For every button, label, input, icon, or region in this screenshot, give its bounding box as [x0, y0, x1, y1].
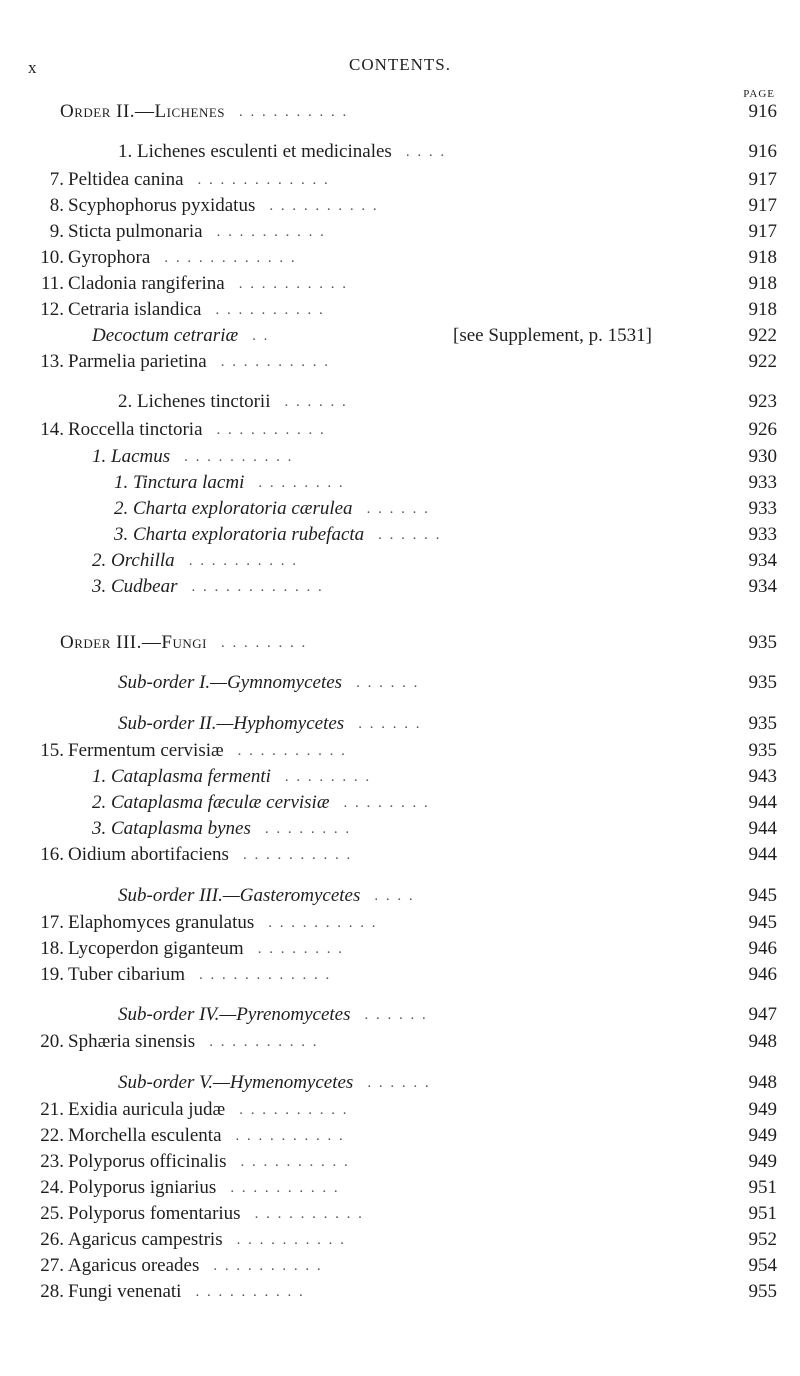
entry-title: Scyphophorus pyxidatus [68, 195, 256, 216]
entry-page-number: 945 [748, 912, 777, 933]
entry-title: 2. Orchilla [92, 550, 175, 571]
entry-title: Order II.—Lichenes [60, 101, 226, 122]
leader-dots: . . . . . . . . [343, 795, 430, 811]
contents-entry [0, 138, 800, 166]
entry-title: Sub-order IV.—Pyrenomycetes [118, 1004, 351, 1025]
contents-entry [0, 322, 800, 350]
entry-page-number: 916 [748, 141, 777, 162]
entry-page-number: 949 [748, 1099, 777, 1120]
contents-entry [0, 166, 800, 194]
entry-number: 25. [40, 1203, 64, 1224]
entry-number: 21. [40, 1099, 64, 1120]
entry-title: 1. Cataplasma fermenti [92, 766, 271, 787]
contents-entry [0, 1096, 800, 1124]
contents-entry [0, 1226, 800, 1254]
entry-title: Agaricus oreades [68, 1255, 200, 1276]
entry-page-number: 945 [748, 885, 777, 906]
leader-dots: . . . . . . . . [264, 821, 352, 837]
contents-entry [0, 882, 800, 910]
leader-dots: . . . . . . . . . . [216, 224, 326, 240]
entry-page-number: 923 [748, 391, 777, 412]
contents-entry [0, 815, 800, 843]
roman-page-number: x [28, 58, 37, 77]
contents-entry [0, 935, 800, 963]
leader-dots: . . . . . . . . . . [235, 1128, 345, 1144]
leader-dots: . . . . . . . . . . [237, 743, 347, 759]
entry-page-number: 918 [748, 273, 777, 294]
entry-title: Roccella tinctoria [68, 419, 203, 440]
entry-title: Fungi venenati [68, 1281, 182, 1302]
leader-dots: . . . . . . [284, 394, 348, 410]
entry-page-number: 955 [748, 1281, 777, 1302]
entry-title: 2. Charta exploratoria cærulea [114, 498, 353, 519]
contents-entry [0, 1148, 800, 1176]
entry-page-number: 934 [748, 576, 777, 597]
leader-dots: . . . . . . [366, 501, 430, 517]
entry-title: Sphæria sinensis [68, 1031, 196, 1052]
contents-entry [0, 348, 800, 376]
entry-page-number: 917 [748, 169, 777, 190]
entry-page-number: 944 [748, 818, 777, 839]
leader-dots: . . . . . . . . . . [254, 1206, 364, 1222]
leader-dots: . . . . . . . . . . [215, 302, 325, 318]
contents-entry [0, 669, 800, 697]
entry-page-number: 948 [748, 1031, 777, 1052]
entry-page-number: 944 [748, 792, 777, 813]
leader-dots: . . . . . . . . . . [184, 449, 294, 465]
entry-title: 3. Cataplasma bynes [92, 818, 251, 839]
entry-page-number: 946 [748, 964, 777, 985]
entry-number: 22. [40, 1125, 64, 1146]
leader-dots: . . . . . . . . . . [213, 1258, 323, 1274]
leader-dots: . . . . . . . . . . . . [164, 250, 297, 266]
leader-dots: . . . . . . [364, 1007, 428, 1023]
contents-entry [0, 737, 800, 765]
entry-title: Polyporus igniarius [68, 1177, 217, 1198]
leader-dots: . . . . . . . . . . [239, 1102, 349, 1118]
leader-dots: . . . . . . . . [220, 635, 308, 651]
entry-title: Agaricus campestris [68, 1229, 223, 1250]
contents-entry [0, 192, 800, 220]
contents-entry [0, 1028, 800, 1056]
entry-number: 27. [40, 1255, 64, 1276]
contents-entry [0, 1174, 800, 1202]
entry-page-number: 930 [748, 446, 777, 467]
entry-number: 12. [40, 299, 64, 320]
contents-entry [0, 547, 800, 575]
entry-page-number: 935 [748, 672, 777, 693]
leader-dots: . . . . . . . . . . [216, 422, 326, 438]
leader-dots: . . . . . . . . . . [230, 1180, 340, 1196]
entry-title: Sticta pulmonaria [68, 221, 203, 242]
contents-entry [0, 296, 800, 324]
contents-entry [0, 909, 800, 937]
entry-page-number: 918 [748, 299, 777, 320]
entry-page-number: 916 [748, 101, 777, 122]
entry-title: 1. Lacmus [92, 446, 171, 467]
entry-page-number: 949 [748, 1125, 777, 1146]
leader-dots: . . . . . . . . . . [238, 276, 348, 292]
entry-page-number: 918 [748, 247, 777, 268]
entry-title: Tuber cibarium [68, 964, 185, 985]
entry-page-number: 933 [748, 524, 777, 545]
entry-title: Cladonia rangiferina [68, 273, 225, 294]
entry-title: Decoctum cetrariæ [92, 325, 239, 346]
entry-number: 28. [40, 1281, 64, 1302]
leader-dots: . . . . . . . . . . [220, 354, 330, 370]
entry-page-number: 917 [748, 195, 777, 216]
contents-entry [0, 961, 800, 989]
entry-title: Cetraria islandica [68, 299, 202, 320]
leader-dots: . . . . . . [378, 527, 442, 543]
entry-page-number: 952 [748, 1229, 777, 1250]
entry-title: 2. Lichenes tinctorii [118, 391, 271, 412]
leader-dots: . . . . . . [356, 675, 420, 691]
contents-entry [0, 1252, 800, 1280]
leader-dots: . . . . [405, 144, 447, 160]
entry-title: Polyporus officinalis [68, 1151, 227, 1172]
entry-title: Oidium abortifaciens [68, 844, 229, 865]
entry-page-number: 946 [748, 938, 777, 959]
leader-dots: . . . . . . . . . . [209, 1034, 319, 1050]
entry-title: Sub-order V.—Hymenomycetes [118, 1072, 354, 1093]
entry-title: 2. Cataplasma fæculæ cervisiæ [92, 792, 330, 813]
entry-number: 16. [40, 844, 64, 865]
leader-dots: . . . . . . . . [257, 941, 344, 957]
leader-dots: . . . . . . . . . . [240, 1154, 350, 1170]
entry-title: Parmelia parietina [68, 351, 207, 372]
entry-number: 24. [40, 1177, 64, 1198]
contents-entry [0, 573, 800, 601]
entry-title: Sub-order I.—Gymnomycetes [118, 672, 343, 693]
leader-dots: . . . . . . . . [258, 475, 345, 491]
contents-entry [0, 1069, 800, 1097]
contents-entry [0, 629, 800, 657]
entry-title: Fermentum cervisiæ [68, 740, 224, 761]
entry-title: Sub-order III.—Gasteromycetes [118, 885, 361, 906]
entry-title: 1. Tinctura lacmi [114, 472, 245, 493]
entry-title: Lycoperdon giganteum [68, 938, 244, 959]
leader-dots: . . . . [374, 888, 415, 904]
contents-entry [0, 841, 800, 869]
entry-title: Morchella esculenta [68, 1125, 222, 1146]
leader-dots: . . . . . . . . . . . . [198, 967, 332, 983]
contents-entry [0, 270, 800, 298]
leader-dots: . . . . . . . . . . [239, 104, 349, 120]
leader-dots: . . . . . . . . . . [242, 847, 353, 863]
leader-dots: . . . . . . . . . . [195, 1284, 305, 1300]
entry-number: 11. [40, 273, 64, 294]
entry-number: 14. [40, 419, 64, 440]
entry-title: Order III.—Fungi [60, 632, 207, 653]
entry-page-number: 949 [748, 1151, 777, 1172]
entry-page-number: 922 [748, 325, 777, 346]
leader-dots: . . . . . . . . . . . . [197, 172, 330, 188]
contents-entry [0, 469, 800, 497]
entry-number: 8. [49, 195, 64, 216]
entry-title: 1. Lichenes esculenti et medicinales [118, 141, 392, 162]
entry-note: [see Supplement, p. 1531] [453, 325, 652, 346]
entry-title: 3. Cudbear [92, 576, 178, 597]
entry-page-number: 933 [748, 472, 777, 493]
entry-title: Sub-order II.—Hyphomycetes [118, 713, 345, 734]
leader-dots: . . . . . . . . . . [188, 553, 298, 569]
leader-dots: . . . . . . . . . . . . [191, 579, 324, 595]
entry-page-number: 926 [748, 419, 777, 440]
contents-entry [0, 388, 800, 416]
contents-entry [0, 98, 800, 126]
leader-dots: . . . . . . . . . . [268, 915, 378, 931]
leader-dots: . . . . . . . . . . [236, 1232, 346, 1248]
entry-title: Exidia auricula judæ [68, 1099, 226, 1120]
entry-number: 10. [40, 247, 64, 268]
contents-entry [0, 763, 800, 791]
entry-page-number: 944 [748, 844, 777, 865]
contents-entry [0, 789, 800, 817]
entry-title: Peltidea canina [68, 169, 184, 190]
entry-number: 15. [40, 740, 64, 761]
contents-entry [0, 416, 800, 444]
entry-page-number: 917 [748, 221, 777, 242]
entry-number: 17. [40, 912, 64, 933]
leader-dots: . . . . . . . . . . [269, 198, 379, 214]
contents-entry [0, 218, 800, 246]
entry-number: 19. [40, 964, 64, 985]
entry-page-number: 935 [748, 713, 777, 734]
entry-number: 9. [49, 221, 64, 242]
entry-title: Elaphomyces granulatus [68, 912, 255, 933]
contents-entry [0, 244, 800, 272]
entry-number: 7. [49, 169, 64, 190]
entry-page-number: 935 [748, 740, 777, 761]
entry-number: 13. [40, 351, 64, 372]
contents-entry [0, 1200, 800, 1228]
contents-entry [0, 1278, 800, 1306]
entry-page-number: 948 [748, 1072, 777, 1093]
running-title: CONTENTS. [348, 55, 452, 74]
contents-entry [0, 1001, 800, 1029]
leader-dots: . . . . . . [358, 716, 422, 732]
entry-page-number: 933 [748, 498, 777, 519]
entry-page-number: 954 [748, 1255, 777, 1276]
entry-title: Gyrophora [68, 247, 151, 268]
leader-dots: . . [252, 328, 270, 344]
entry-page-number: 922 [748, 351, 777, 372]
entry-page-number: 951 [748, 1177, 777, 1198]
entry-page-number: 935 [748, 632, 777, 653]
entry-page-number: 943 [748, 766, 777, 787]
page-column-label: PAGE [743, 88, 775, 100]
contents-entry [0, 495, 800, 523]
leader-dots: . . . . . . [367, 1075, 431, 1091]
entry-number: 26. [40, 1229, 64, 1250]
entry-page-number: 951 [748, 1203, 777, 1224]
entry-title: Polyporus fomentarius [68, 1203, 241, 1224]
leader-dots: . . . . . . . . [284, 769, 372, 785]
entry-page-number: 947 [748, 1004, 777, 1025]
contents-entry [0, 1122, 800, 1150]
entry-page-number: 934 [748, 550, 777, 571]
entry-number: 20. [40, 1031, 64, 1052]
entry-number: 23. [40, 1151, 64, 1172]
entry-title: 3. Charta exploratoria rubefacta [114, 524, 365, 545]
contents-entry [0, 710, 800, 738]
contents-entry [0, 521, 800, 549]
entry-number: 18. [40, 938, 64, 959]
contents-entry [0, 443, 800, 471]
